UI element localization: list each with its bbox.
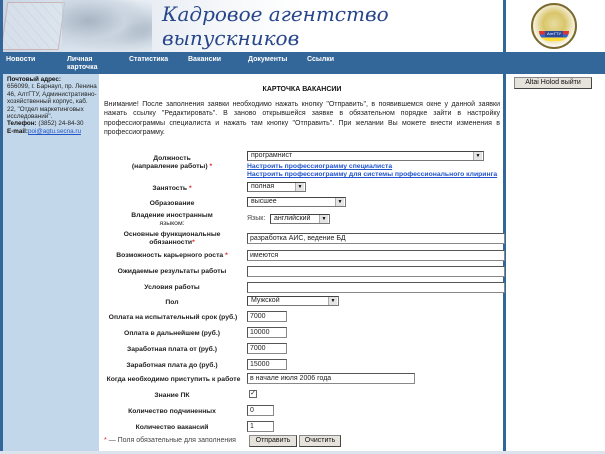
required-mark: * bbox=[188, 185, 192, 192]
address-label: Почтовый адрес: bbox=[7, 76, 61, 83]
salary-from-label: Заработная плата от (руб.) bbox=[126, 346, 218, 353]
required-mark: * bbox=[104, 437, 107, 444]
start-date-input[interactable]: в начале июля 2006 года bbox=[247, 373, 415, 384]
nav-personal-card[interactable]: Личная карточка bbox=[67, 56, 98, 71]
salary-from-input[interactable]: 7000 bbox=[247, 343, 287, 354]
link-specialist-profile[interactable]: Настроить профессиограмму специалиста bbox=[247, 163, 393, 170]
language-label bbox=[102, 212, 242, 228]
language-prefix: Язык: bbox=[247, 215, 266, 222]
chevron-down-icon: ▼ bbox=[319, 215, 328, 223]
later-pay-input[interactable]: 10000 bbox=[247, 327, 287, 338]
user-panel bbox=[506, 74, 605, 452]
expected-results-label: Ожидаемые результаты работы bbox=[117, 268, 227, 275]
education-label: Образование bbox=[149, 200, 195, 207]
page-title: КАРТОЧКА ВАКАНСИИ bbox=[262, 86, 342, 93]
email-label: E-mail: bbox=[7, 127, 28, 135]
phone-label: Телефон: bbox=[7, 120, 37, 128]
nav-links[interactable]: Ссылки bbox=[307, 56, 335, 63]
language-label-line1: Владение иностранным bbox=[131, 212, 213, 219]
main-nav bbox=[0, 52, 503, 74]
career-input[interactable]: имеются bbox=[247, 250, 505, 261]
career-label-text: Возможность карьерного роста bbox=[116, 252, 224, 259]
vacancies-count-input[interactable]: 1 bbox=[247, 421, 274, 432]
conditions-input[interactable] bbox=[247, 282, 505, 293]
position-label-line2: (направление работы) bbox=[131, 163, 208, 170]
nav-news[interactable]: Новости bbox=[6, 56, 36, 63]
career-label bbox=[102, 252, 242, 260]
nav-statistics[interactable]: Статистика bbox=[129, 56, 169, 63]
salary-to-label: Заработная плата до (руб.) bbox=[126, 362, 218, 369]
site-title-line2: выпускников bbox=[162, 26, 300, 50]
gender-label: Пол bbox=[165, 299, 179, 306]
conditions-label: Условия работы bbox=[144, 284, 200, 291]
duties-label-line2: обязанности bbox=[149, 239, 193, 246]
education-value: высшее bbox=[251, 198, 277, 205]
nav-vacancies[interactable]: Вакансии bbox=[188, 56, 222, 63]
logout-button[interactable]: Altai Holod выйти bbox=[514, 77, 592, 89]
duties-label bbox=[102, 231, 242, 247]
map-image bbox=[2, 2, 65, 50]
language-value: английский bbox=[274, 215, 311, 222]
start-date-label: Когда необходимо приступить к работе bbox=[106, 376, 241, 383]
link-clearing-profile[interactable]: Настроить профессиограмму для системы профессионального клиринга bbox=[247, 171, 498, 178]
employment-select[interactable] bbox=[247, 182, 306, 192]
language-select[interactable] bbox=[270, 214, 330, 224]
employment-label bbox=[102, 185, 242, 193]
required-note-text: — Поля обязательные для заполнения bbox=[108, 437, 236, 444]
position-value: програмнист bbox=[251, 152, 293, 159]
site-title bbox=[162, 2, 389, 50]
people-collage-image bbox=[62, 0, 152, 52]
chevron-down-icon: ▼ bbox=[473, 152, 482, 160]
email-link[interactable]: poi@agtu.secna.ru bbox=[28, 127, 81, 135]
submit-button[interactable]: Отправить bbox=[249, 435, 297, 447]
contact-sidebar bbox=[0, 74, 99, 452]
duties-label-line1: Основные функциональные bbox=[123, 231, 221, 238]
employment-value: полная bbox=[251, 183, 275, 190]
trial-pay-label: Оплата на испытательный срок (руб.) bbox=[108, 314, 238, 321]
employment-label-text: Занятость bbox=[152, 185, 188, 192]
chevron-down-icon: ▼ bbox=[335, 198, 344, 206]
logo-text: АлтГТУ bbox=[545, 31, 563, 37]
address-text: 656099, г. Барнаул, пр. Ленина 46, АлтГТУ, Административно-хозяйственный корпус, каб. 22, "Отдел маркетинговых исследований". bbox=[7, 83, 97, 121]
university-logo bbox=[531, 3, 577, 49]
gender-select[interactable] bbox=[247, 296, 339, 306]
vacancies-count-label: Количество вакансий bbox=[135, 424, 209, 431]
required-mark: * bbox=[209, 163, 213, 170]
education-select[interactable] bbox=[247, 197, 346, 207]
nav-documents[interactable]: Документы bbox=[248, 56, 288, 63]
subordinates-input[interactable]: 0 bbox=[247, 405, 274, 416]
site-title-line1: Кадровое агентство bbox=[162, 2, 389, 26]
pc-knowledge-label: Знание ПК bbox=[154, 392, 190, 399]
salary-to-input[interactable]: 15000 bbox=[247, 359, 287, 370]
phone-value: (3852) 24-84-30 bbox=[38, 120, 84, 128]
position-select[interactable] bbox=[247, 151, 484, 161]
required-note bbox=[104, 437, 236, 444]
pc-knowledge-checkbox[interactable]: ✓ bbox=[250, 390, 256, 397]
clear-button[interactable]: Очистить bbox=[299, 435, 341, 447]
expected-results-input[interactable] bbox=[247, 266, 505, 277]
trial-pay-input[interactable]: 7000 bbox=[247, 311, 287, 322]
notice-text: Внимание! После заполнения заявки необходимо нажать кнопку "Отправить", в появившемся окне у данной заявки нажать ссылку "Редактировать". В заново открывшейся заявке в обязательном порядке зайти в настройку профессиограммы специалиста и нажать там кнопку "Отправить". При желании Вы можете внести изменения в профессиограмму. bbox=[104, 101, 500, 136]
language-label-line2: языком: bbox=[159, 220, 185, 227]
gender-value: Мужской bbox=[251, 297, 280, 304]
duties-input[interactable]: разработка АИС, ведение БД bbox=[247, 233, 505, 244]
position-label-line1: Должность bbox=[153, 155, 191, 162]
later-pay-label: Оплата в дальнейшем (руб.) bbox=[124, 330, 220, 337]
subordinates-label: Количество подчиненных bbox=[128, 408, 216, 415]
required-mark: * bbox=[225, 252, 228, 259]
chevron-down-icon: ▼ bbox=[328, 297, 337, 305]
position-label bbox=[102, 155, 242, 171]
nav-right bbox=[506, 52, 605, 74]
header-banner bbox=[2, 0, 502, 52]
required-mark: * bbox=[192, 239, 195, 246]
vacancy-form bbox=[102, 74, 502, 452]
chevron-down-icon: ▼ bbox=[295, 183, 304, 191]
site-header bbox=[0, 0, 605, 52]
